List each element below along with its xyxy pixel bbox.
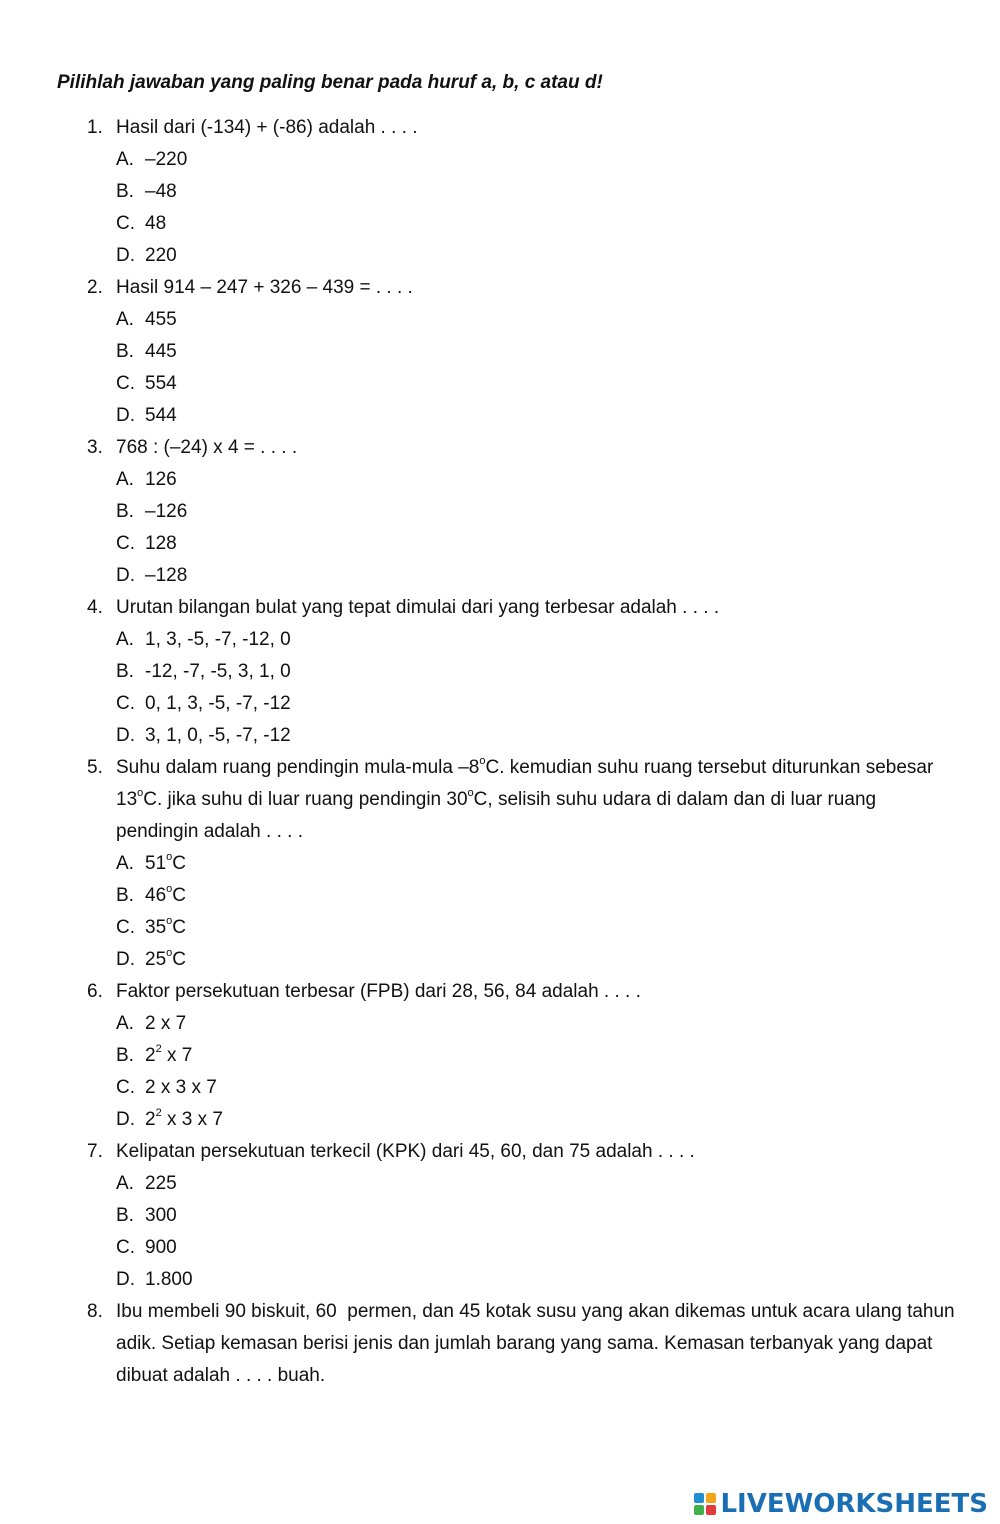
option-a[interactable]: [116, 304, 957, 336]
question-1: [87, 112, 957, 272]
option-letter: D.: [116, 1109, 135, 1130]
option-text: 0, 1, 3, -5, -7, -12: [145, 693, 291, 714]
option-letter: C.: [116, 917, 135, 938]
option-letter: B.: [116, 1045, 134, 1066]
option-letter: D.: [116, 725, 135, 746]
option-d[interactable]: [116, 720, 957, 752]
option-letter: A.: [116, 1013, 134, 1034]
question-4: [87, 592, 957, 752]
option-text: 3, 1, 0, -5, -7, -12: [145, 725, 291, 746]
question-text: Kelipatan persekutuan terkecil (KPK) dari 45, 60, dan 75 adalah . . . .: [116, 1141, 695, 1162]
option-text: –126: [145, 501, 188, 522]
option-c[interactable]: [116, 912, 957, 944]
option-b[interactable]: [116, 176, 957, 208]
option-text: 51$^o$C: [145, 850, 186, 874]
question-text: Hasil 914 – 247 + 326 – 439 = . . . .: [116, 277, 413, 298]
option-a[interactable]: [116, 464, 957, 496]
option-b[interactable]: [116, 496, 957, 528]
question-text: Suhu dalam ruang pendingin mula-mula –8$^o$C. kemudian suhu ruang tersebut diturunkan sebesar 13$^o$C. jika suhu di luar ruang pendingin 30$^o$C, selisih suhu udara di dalam dan di luar ruang pendingin adalah . . . .: [116, 754, 934, 842]
question-number: 6.: [87, 981, 103, 1002]
option-text: 128: [145, 533, 177, 554]
option-b[interactable]: [116, 656, 957, 688]
option-letter: C.: [116, 213, 135, 234]
option-letter: D.: [116, 405, 135, 426]
option-c[interactable]: [116, 1072, 957, 1104]
option-text: 544: [145, 405, 177, 426]
option-text: –220: [145, 149, 188, 170]
option-text: -12, -7, -5, 3, 1, 0: [145, 661, 291, 682]
option-text: 126: [145, 469, 177, 490]
question-number: 8.: [87, 1301, 103, 1322]
option-text: 900: [145, 1237, 177, 1258]
option-d[interactable]: [116, 1264, 957, 1296]
option-text: $2^2$ x 7: [145, 1042, 193, 1066]
question-text: Faktor persekutuan terbesar (FPB) dari 28, 56, 84 adalah . . . .: [116, 981, 641, 1002]
option-letter: A.: [116, 629, 134, 650]
option-text: 220: [145, 245, 177, 266]
option-letter: C.: [116, 1077, 135, 1098]
option-letter: A.: [116, 1173, 134, 1194]
option-a[interactable]: [116, 144, 957, 176]
option-text: –128: [145, 565, 188, 586]
question-number: 1.: [87, 117, 103, 138]
option-c[interactable]: [116, 1232, 957, 1264]
question-2: [87, 272, 957, 432]
option-text: 445: [145, 341, 177, 362]
logo-text: LIVEWORKSHEETS: [720, 1489, 988, 1519]
option-b[interactable]: [116, 880, 957, 912]
option-c[interactable]: [116, 528, 957, 560]
question-text: Ibu membeli 90 biskuit, 60 permen, dan 45 kotak susu yang akan dikemas untuk acara ulang tahun adik. Setiap kemasan berisi jenis dan jumlah barang yang sama. Kemasan terbanyak yang dapat dibuat adalah . . . . buah.: [116, 1301, 960, 1386]
option-text: 2 x 7: [145, 1013, 187, 1034]
option-d[interactable]: [116, 560, 957, 592]
option-text: 225: [145, 1173, 177, 1194]
option-letter: B.: [116, 501, 134, 522]
option-text: 48: [145, 213, 167, 234]
option-text: 300: [145, 1205, 177, 1226]
question-7: [87, 1136, 957, 1296]
option-c[interactable]: [116, 368, 957, 400]
option-text: 1.800: [145, 1269, 193, 1290]
option-text: 1, 3, -5, -7, -12, 0: [145, 629, 291, 650]
option-letter: C.: [116, 533, 135, 554]
option-b[interactable]: [116, 1200, 957, 1232]
option-d[interactable]: [116, 944, 957, 976]
option-a[interactable]: [116, 848, 957, 880]
option-a[interactable]: [116, 1168, 957, 1200]
option-letter: D.: [116, 1269, 135, 1290]
question-text: Urutan bilangan bulat yang tepat dimulai dari yang terbesar adalah . . . .: [116, 597, 720, 618]
option-letter: C.: [116, 1237, 135, 1258]
option-a[interactable]: [116, 624, 957, 656]
option-letter: D.: [116, 245, 135, 266]
question-text: Hasil dari (-134) + (-86) adalah . . . .: [116, 117, 418, 138]
option-a[interactable]: [116, 1008, 957, 1040]
question-8: [87, 1296, 960, 1392]
option-b[interactable]: [116, 1040, 957, 1072]
option-letter: B.: [116, 181, 134, 202]
option-d[interactable]: [116, 400, 957, 432]
option-c[interactable]: [116, 688, 957, 720]
option-c[interactable]: [116, 208, 957, 240]
option-letter: C.: [116, 693, 135, 714]
option-letter: B.: [116, 885, 134, 906]
option-d[interactable]: [116, 240, 957, 272]
option-letter: A.: [116, 309, 134, 330]
option-letter: D.: [116, 565, 135, 586]
question-number: 2.: [87, 277, 103, 298]
option-letter: C.: [116, 373, 135, 394]
option-d[interactable]: [116, 1104, 957, 1136]
option-letter: A.: [116, 149, 134, 170]
option-letter: A.: [116, 469, 134, 490]
option-letter: B.: [116, 341, 134, 362]
option-letter: D.: [116, 949, 135, 970]
question-text: 768 : (–24) x 4 = . . . .: [116, 437, 298, 458]
question-number: 3.: [87, 437, 103, 458]
option-letter: B.: [116, 661, 134, 682]
question-3: [87, 432, 957, 592]
question-number: 5.: [87, 757, 103, 778]
option-text: –48: [145, 181, 177, 202]
option-text: 35$^o$C: [145, 914, 186, 938]
question-number: 4.: [87, 597, 103, 618]
question-6: [87, 976, 957, 1136]
instruction-heading: Pilihlah jawaban yang paling benar pada huruf a, b, c atau d!: [57, 72, 603, 93]
question-5: [87, 752, 957, 976]
option-letter: A.: [116, 853, 134, 874]
liveworksheets-logo-icon: [694, 1493, 716, 1515]
option-letter: B.: [116, 1205, 134, 1226]
option-text: $2^2$ x 3 x 7: [145, 1106, 223, 1130]
option-text: 46$^o$C: [145, 882, 186, 906]
option-text: 25$^o$C: [145, 946, 186, 970]
liveworksheets-logo[interactable]: [694, 1487, 988, 1521]
option-text: 455: [145, 309, 177, 330]
option-b[interactable]: [116, 336, 957, 368]
option-text: 554: [145, 373, 177, 394]
option-text: 2 x 3 x 7: [145, 1077, 217, 1098]
question-number: 7.: [87, 1141, 103, 1162]
